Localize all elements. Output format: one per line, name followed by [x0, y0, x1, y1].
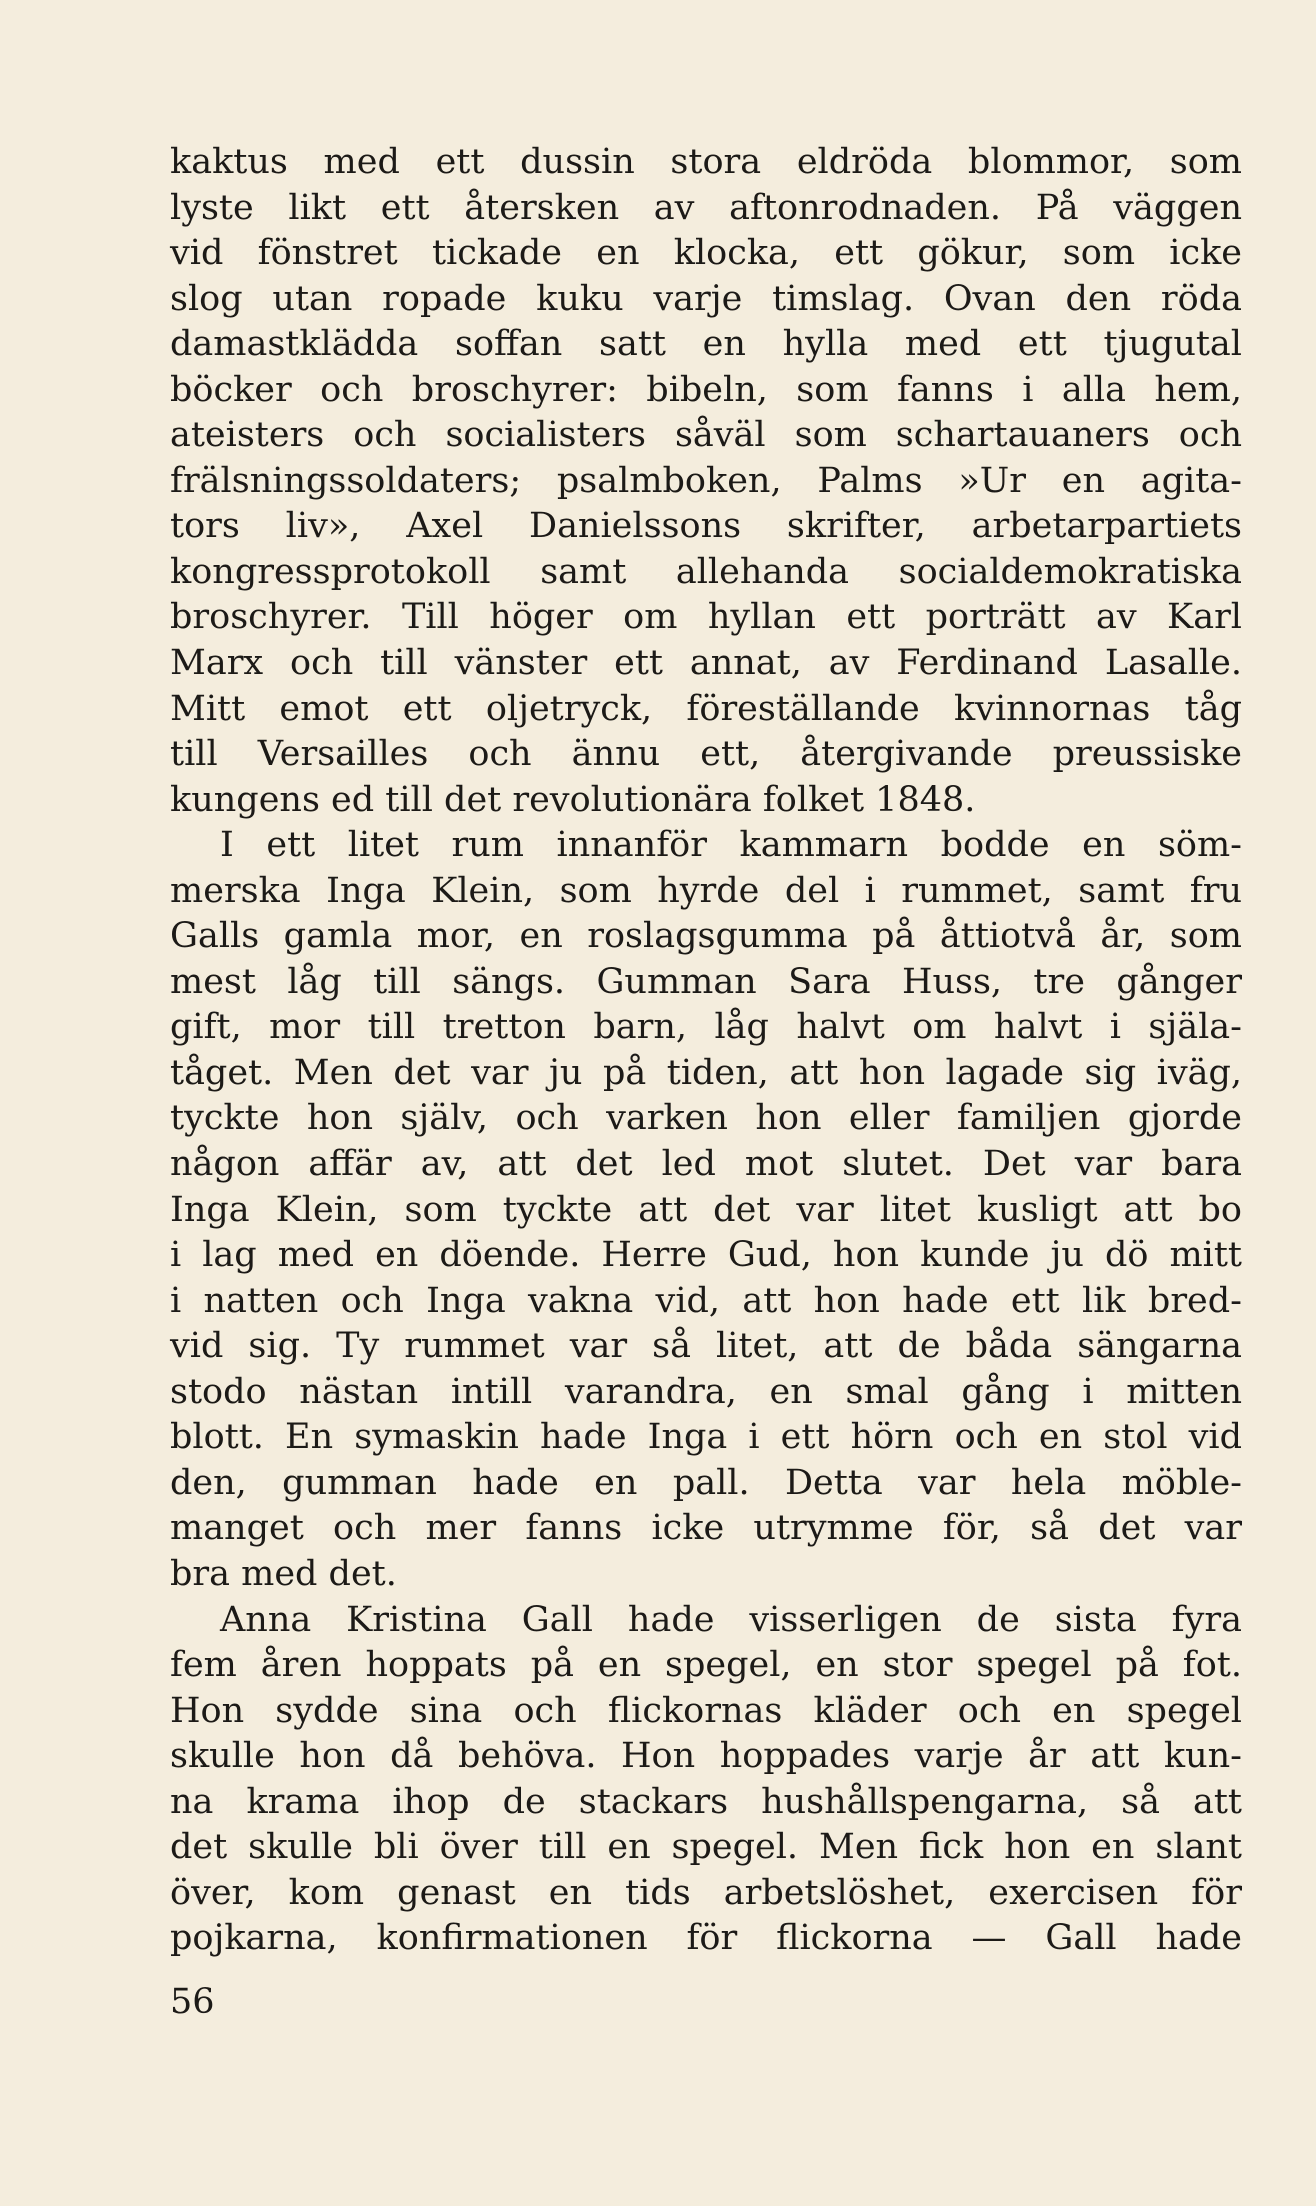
paragraph-start-line: Anna Kristina Gall hade visserligen de sista fyra	[220, 1599, 1242, 1640]
text-line: na krama ihop de stackars hushållspengarna, så att	[170, 1781, 1242, 1822]
text-line: till Versailles och ännu ett, återgivande preussiske	[170, 734, 1242, 775]
text-line: i lag med en döende. Herre Gud, hon kunde ju dö mitt	[170, 1235, 1242, 1276]
text-line: den, gumman hade en pall. Detta var hela möble-	[170, 1462, 1242, 1503]
text-line: merska Inga Klein, som hyrde del i rummet, samt fru	[170, 870, 1242, 911]
text-line: Mitt emot ett oljetryck, föreställande kvinnornas tåg	[170, 688, 1242, 729]
text-line: fem åren hoppats på en spegel, en stor spegel på fot.	[170, 1645, 1242, 1686]
text-line: någon affär av, att det led mot slutet. Det var bara	[170, 1144, 1242, 1185]
text-line: Inga Klein, som tyckte att det var litet kusligt att bo	[170, 1189, 1242, 1230]
text-line: pojkarna, konfirmationen för flickorna — Gall hade	[170, 1918, 1242, 1959]
text-line: manget och mer fanns icke utrymme för, så det var	[170, 1508, 1242, 1549]
text-line: över, kom genast en tids arbetslöshet, exercisen för	[170, 1872, 1242, 1913]
paragraph-start-line: I ett litet rum innanför kammarn bodde en söm-	[220, 825, 1242, 866]
text-line: tyckte hon själv, och varken hon eller familjen gjorde	[170, 1098, 1242, 1139]
text-line: blott. En symaskin hade Inga i ett hörn och en stol vid	[170, 1417, 1242, 1458]
text-line: gift, mor till tretton barn, låg halvt om halvt i själa-	[170, 1007, 1242, 1048]
paragraph-end-line: bra med det.	[170, 1553, 397, 1594]
text-line: vid sig. Ty rummet var så litet, att de båda sängarna	[170, 1326, 1242, 1367]
text-line: frälsningssoldaters; psalmboken, Palms »Ur en agita-	[170, 460, 1242, 501]
text-line: Galls gamla mor, en roslagsgumma på åttiotvå år, som	[170, 916, 1242, 957]
text-line: damastklädda soffan satt en hylla med ett tjugutal	[170, 324, 1242, 365]
text-line: vid fönstret tickade en klocka, ett gökur, som icke	[170, 233, 1242, 274]
text-line: stodo nästan intill varandra, en smal gång i mitten	[170, 1371, 1242, 1412]
text-line: kongressprotokoll samt allehanda socialdemokratiska	[170, 551, 1242, 592]
text-line: skulle hon då behöva. Hon hoppades varje år att kun-	[170, 1736, 1242, 1777]
text-line: mest låg till sängs. Gumman Sara Huss, tre gånger	[170, 961, 1242, 1002]
text-line: böcker och broschyrer: bibeln, som fanns i alla hem,	[170, 369, 1242, 410]
text-line: slog utan ropade kuku varje timslag. Ovan den röda	[170, 278, 1242, 319]
text-line: Marx och till vänster ett annat, av Ferdinand Lasalle.	[170, 643, 1242, 684]
body-text	[170, 140, 1242, 1962]
text-line: lyste likt ett återsken av aftonrodnaden. På väggen	[170, 187, 1242, 228]
text-line: i natten och Inga vakna vid, att hon hade ett lik bred-	[170, 1280, 1242, 1321]
text-line: Hon sydde sina och flickornas kläder och en spegel	[170, 1690, 1242, 1731]
text-line: det skulle bli över till en spegel. Men fick hon en slant	[170, 1827, 1242, 1868]
text-line: tåget. Men det var ju på tiden, att hon lagade sig iväg,	[170, 1052, 1242, 1093]
text-line: kaktus med ett dussin stora eldröda blommor, som	[170, 142, 1242, 182]
page-number: 56	[170, 1982, 215, 2022]
paragraph-end-line: kungens ed till det revolutionära folket 1848.	[170, 779, 976, 820]
text-line: ateisters och socialisters såväl som schartauaners och	[170, 415, 1242, 456]
text-line: broschyrer. Till höger om hyllan ett porträtt av Karl	[170, 597, 1242, 638]
text-line: tors liv», Axel Danielssons skrifter, arbetarpartiets	[170, 506, 1242, 547]
